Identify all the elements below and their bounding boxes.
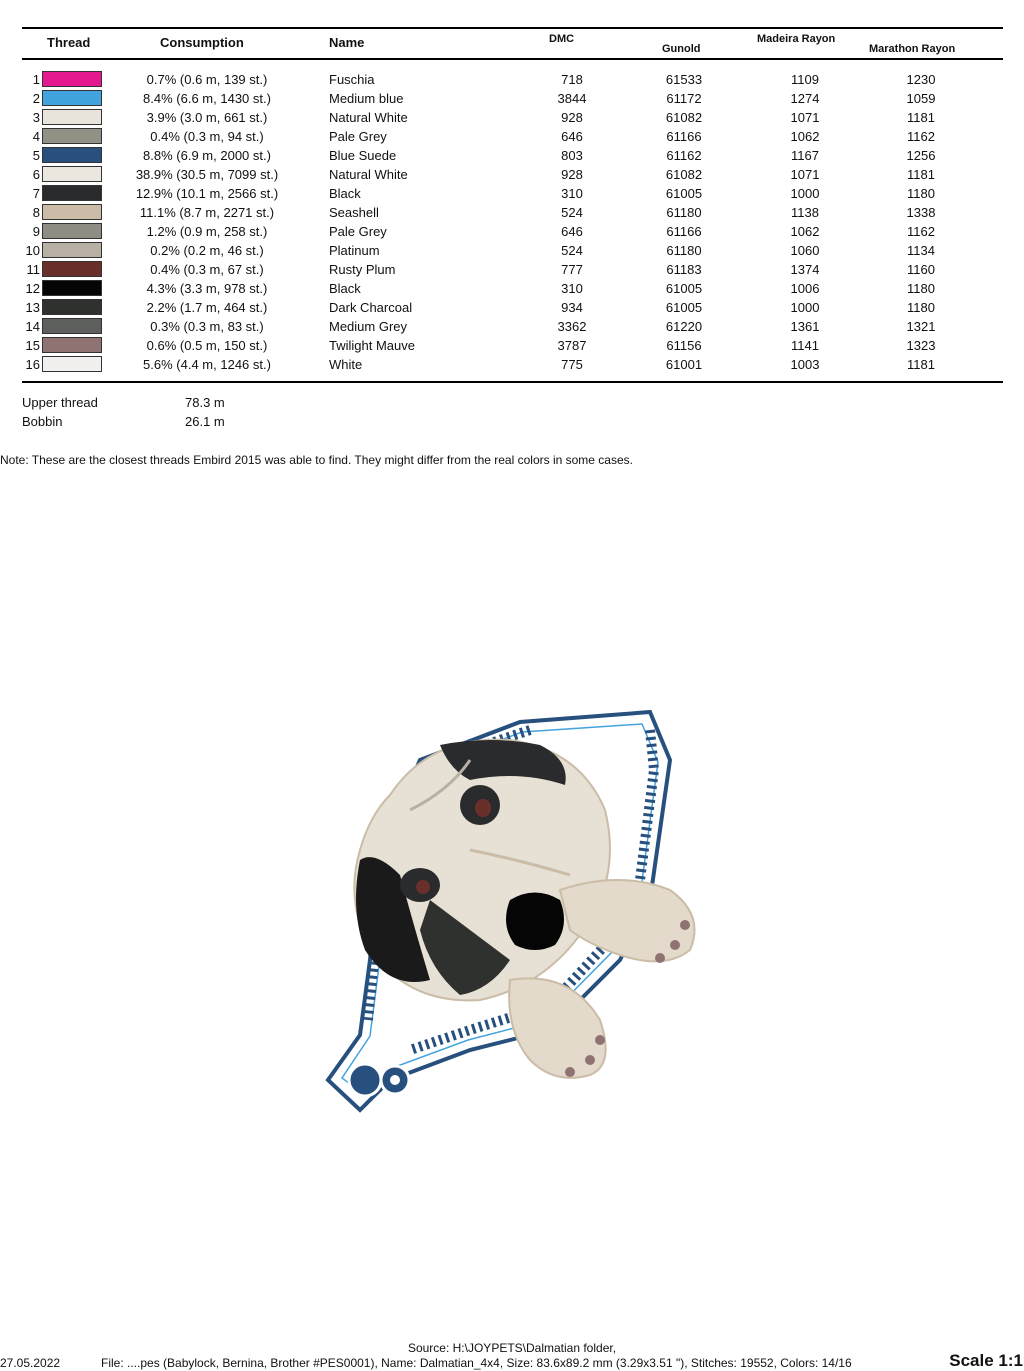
thread-gunold: 61220 (665, 319, 703, 334)
thread-gunold: 61172 (666, 91, 702, 106)
thread-dmc: 3362 (557, 319, 587, 334)
bobbin-value: 26.1 m (185, 414, 225, 429)
thread-dmc: 777 (561, 262, 583, 277)
thread-marathon: 1181 (907, 110, 935, 125)
thread-gunold: 61005 (665, 281, 703, 296)
thread-index: 16 (25, 357, 40, 372)
thread-madeira: 1071 (790, 110, 820, 125)
thread-gunold: 61001 (665, 357, 703, 372)
thread-gunold: 61180 (666, 205, 702, 220)
thread-madeira: 1374 (790, 262, 820, 277)
bobbin-row (22, 414, 322, 433)
footer-scale: Scale 1:1 (949, 1351, 1023, 1370)
thread-dmc: 928 (561, 110, 583, 125)
thread-color-swatch (42, 166, 102, 182)
thread-gunold: 61162 (666, 148, 702, 163)
thread-consumption: 0.6% (0.5 m, 150 st.) (146, 338, 268, 353)
thread-madeira: 1071 (790, 167, 820, 182)
header-name: Name (329, 35, 365, 50)
thread-index: 5 (32, 148, 40, 163)
thread-name: Dark Charcoal (329, 300, 413, 315)
thread-name: White (329, 357, 363, 372)
thread-index: 3 (32, 110, 40, 125)
color-note: Note: These are the closest threads Embird 2015 was able to find. They might differ from the real colors in some cases. (0, 453, 633, 467)
thread-name: Black (329, 281, 361, 296)
thread-row (0, 355, 1024, 374)
thread-dmc: 3787 (557, 338, 587, 353)
thread-color-swatch (42, 356, 102, 372)
thread-marathon: 1162 (907, 224, 935, 239)
thread-madeira: 1000 (790, 186, 820, 201)
thread-gunold: 61082 (665, 110, 703, 125)
thread-row (0, 317, 1024, 336)
header-madeira: Madeira Rayon (757, 33, 836, 45)
thread-color-swatch (42, 204, 102, 220)
footer-date: 27.05.2022 (0, 1356, 61, 1370)
thread-gunold: 61533 (665, 72, 703, 87)
thread-madeira: 1141 (791, 338, 819, 353)
thread-madeira: 1167 (791, 148, 819, 163)
header-gunold: Gunold (662, 43, 701, 55)
thread-name: Pale Grey (329, 129, 387, 144)
thread-row (0, 241, 1024, 260)
thread-madeira: 1138 (791, 205, 819, 220)
thread-consumption: 2.2% (1.7 m, 464 st.) (146, 300, 268, 315)
thread-name: Blue Suede (329, 148, 397, 163)
upper-thread-label: Upper thread (22, 395, 98, 410)
thread-color-swatch (42, 280, 102, 296)
upper-thread-value: 78.3 m (185, 395, 225, 410)
thread-row (0, 165, 1024, 184)
thread-gunold: 61156 (666, 338, 702, 353)
thread-dmc: 934 (561, 300, 583, 315)
thread-row (0, 127, 1024, 146)
thread-marathon: 1256 (906, 148, 936, 163)
thread-color-swatch (42, 90, 102, 106)
thread-color-swatch (42, 223, 102, 239)
thread-consumption: 8.8% (6.9 m, 2000 st.) (143, 148, 271, 163)
thread-consumption: 4.3% (3.3 m, 978 st.) (146, 281, 268, 296)
table-bottom-rule (22, 381, 1003, 383)
thread-color-swatch (42, 242, 102, 258)
thread-row (0, 260, 1024, 279)
thread-marathon: 1180 (907, 281, 935, 296)
thread-madeira: 1062 (790, 224, 820, 239)
thread-index: 8 (32, 205, 40, 220)
footer-source: Source: H:\JOYPETS\Dalmatian folder, (407, 1341, 617, 1355)
thread-index: 4 (32, 129, 40, 144)
thread-madeira: 1060 (790, 243, 820, 258)
thread-name: Rusty Plum (329, 262, 396, 277)
thread-marathon: 1181 (907, 357, 935, 372)
bobbin-label: Bobbin (22, 414, 63, 429)
footer-file-info: File: ....pes (Babylock, Bernina, Brother #PES0001), Name: Dalmatian_4x4, Size: 83.6x89.2 mm (3.29x3.51 "), Stitches: 19552, Colors: 14/16 (101, 1356, 852, 1370)
thread-madeira: 1109 (791, 72, 819, 87)
thread-marathon: 1323 (906, 338, 936, 353)
thread-dmc: 524 (561, 243, 583, 258)
thread-index: 12 (25, 281, 40, 296)
thread-consumption: 38.9% (30.5 m, 7099 st.) (135, 167, 279, 182)
thread-dmc: 803 (561, 148, 583, 163)
thread-name: Natural White (329, 110, 408, 125)
thread-index: 2 (32, 91, 40, 106)
thread-consumption: 3.9% (3.0 m, 661 st.) (146, 110, 268, 125)
thread-color-swatch (42, 147, 102, 163)
thread-consumption: 0.4% (0.3 m, 94 st.) (150, 129, 264, 144)
thread-row (0, 203, 1024, 222)
thread-consumption: 1.2% (0.9 m, 258 st.) (146, 224, 268, 239)
thread-gunold: 61180 (666, 243, 702, 258)
header-bottom-rule (22, 58, 1003, 60)
thread-marathon: 1162 (907, 129, 935, 144)
header-thread: Thread (47, 35, 91, 50)
thread-dmc: 524 (561, 205, 583, 220)
thread-gunold: 61166 (666, 129, 702, 144)
thread-index: 10 (25, 243, 40, 258)
header-dmc: DMC (549, 33, 575, 45)
thread-madeira: 1361 (790, 319, 820, 334)
header-consumption: Consumption (160, 35, 244, 50)
header-marathon: Marathon Rayon (869, 43, 956, 55)
thread-marathon: 1181 (907, 167, 935, 182)
thread-row (0, 70, 1024, 89)
thread-color-swatch (42, 185, 102, 201)
thread-row (0, 89, 1024, 108)
thread-consumption: 0.7% (0.6 m, 139 st.) (146, 72, 268, 87)
thread-name: Black (329, 186, 361, 201)
embroidery-design-preview (320, 700, 710, 1120)
thread-consumption: 0.3% (0.3 m, 83 st.) (150, 319, 264, 334)
thread-marathon: 1134 (907, 243, 935, 258)
thread-marathon: 1321 (906, 319, 936, 334)
thread-dmc: 646 (561, 224, 583, 239)
thread-consumption: 5.6% (4.4 m, 1246 st.) (143, 357, 271, 372)
thread-color-swatch (42, 337, 102, 353)
thread-marathon: 1160 (907, 262, 935, 277)
thread-dmc: 310 (561, 186, 583, 201)
thread-index: 6 (32, 167, 40, 182)
thread-name: Medium blue (329, 91, 404, 106)
thread-gunold: 61005 (665, 300, 703, 315)
thread-marathon: 1059 (906, 91, 936, 106)
thread-row (0, 279, 1024, 298)
thread-color-swatch (42, 128, 102, 144)
thread-consumption: 0.4% (0.3 m, 67 st.) (150, 262, 264, 277)
thread-index: 13 (25, 300, 40, 315)
thread-madeira: 1000 (790, 300, 820, 315)
thread-marathon: 1180 (907, 300, 935, 315)
thread-marathon: 1338 (906, 205, 936, 220)
thread-marathon: 1180 (907, 186, 935, 201)
upper-thread-row (22, 395, 322, 414)
thread-dmc: 775 (561, 357, 583, 372)
thread-totals (22, 395, 322, 433)
thread-name: Fuschia (329, 72, 375, 87)
thread-dmc: 928 (561, 167, 583, 182)
thread-gunold: 61082 (665, 167, 703, 182)
thread-color-swatch (42, 299, 102, 315)
thread-index: 9 (32, 224, 40, 239)
thread-name: Natural White (329, 167, 408, 182)
thread-table-body (0, 70, 1024, 374)
thread-dmc: 718 (561, 72, 583, 87)
thread-madeira: 1006 (790, 281, 820, 296)
table-top-rule (22, 27, 1003, 29)
thread-dmc: 3844 (557, 91, 587, 106)
thread-dmc: 310 (561, 281, 583, 296)
thread-color-swatch (42, 318, 102, 334)
thread-gunold: 61005 (665, 186, 703, 201)
thread-name: Seashell (329, 205, 379, 220)
thread-color-swatch (42, 71, 102, 87)
thread-color-swatch (42, 109, 102, 125)
thread-row (0, 184, 1024, 203)
thread-gunold: 61183 (666, 262, 702, 277)
thread-name: Platinum (329, 243, 380, 258)
thread-color-swatch (42, 261, 102, 277)
thread-gunold: 61166 (666, 224, 702, 239)
thread-consumption: 0.2% (0.2 m, 46 st.) (150, 243, 264, 258)
thread-name: Medium Grey (329, 319, 408, 334)
thread-name: Twilight Mauve (329, 338, 415, 353)
thread-row (0, 298, 1024, 317)
thread-marathon: 1230 (906, 72, 936, 87)
thread-consumption: 12.9% (10.1 m, 2566 st.) (135, 186, 279, 201)
thread-row (0, 146, 1024, 165)
thread-madeira: 1274 (790, 91, 820, 106)
thread-consumption: 11.1% (8.7 m, 2271 st.) (139, 205, 275, 220)
thread-dmc: 646 (561, 129, 583, 144)
thread-row (0, 108, 1024, 127)
thread-index: 1 (32, 72, 40, 87)
thread-row (0, 222, 1024, 241)
thread-index: 11 (26, 262, 40, 277)
thread-index: 14 (25, 319, 40, 334)
thread-index: 7 (32, 186, 40, 201)
thread-madeira: 1003 (790, 357, 820, 372)
thread-madeira: 1062 (790, 129, 820, 144)
thread-consumption: 8.4% (6.6 m, 1430 st.) (143, 91, 271, 106)
thread-row (0, 336, 1024, 355)
thread-name: Pale Grey (329, 224, 387, 239)
thread-index: 15 (25, 338, 40, 353)
